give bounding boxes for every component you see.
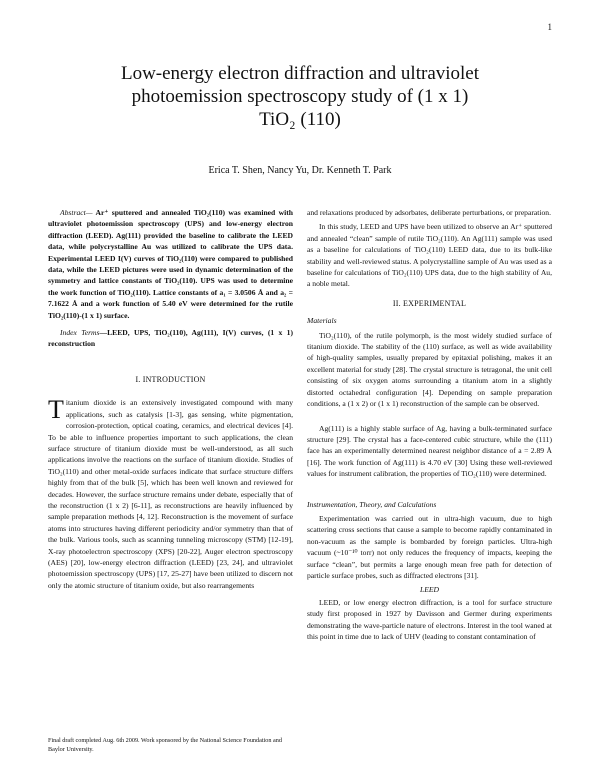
tio2-paragraph: TiO₂(110), of the rutile polymorph, is the most widely studied surface of titanium dioxide. The stability of the (110) surface, as well as wide availability of high-quality samples, usually prepared by epitaxial polishing, makes it an excellent material for study [28]. The crystal structure is tetragonal, the unit cell consisting of six oxygen atoms surrounding a titanium atom in a slightly distorted octahedral configuration [4]. Depending on sample preparation conditions, a (1 x 2) or (1 x 1) reconstruction of the sample can be observed. <box>307 330 552 409</box>
experimental-heading: II. EXPERIMENTAL <box>392 298 467 308</box>
abstract-label: Abstract— <box>60 208 93 217</box>
page-number: 1 <box>547 22 552 32</box>
study-paragraph: In this study, LEED and UPS have been utilized to observe an Ar⁺ sputtered and annealed “clean” sample of rutile TiO₂(110). An Ag(111) sample was used as a baseline for calculations of TiO₂(110) LEED data, due to its bulk-like stability and well-reviewed status. A polycrystalline sample of Au was used as a baseline for calculations of TiO₂(110) UPS data, due to the high stability of Au, a noble metal. <box>307 222 552 289</box>
materials-heading: Materials <box>307 316 337 326</box>
ag-paragraph: Ag(111) is a highly stable surface of Ag, having a bulk-terminated surface structure [29]. The crystal has a face-centered cubic structure, while the (111) face has an experimentally determined nearest neighbor distance of a = 2.89 Å [16]. The work function of Ag(111) is 4.70 eV [30] Using these well-reviewed values for instrument calibration, the properties of TiO₂(110) were determined. <box>307 423 552 479</box>
right-column <box>307 207 552 645</box>
instrumentation-paragraph: Experimentation was carried out in ultra-high vacuum, due to high scattering cross sections that cause a sample to become rapidly contaminated in non-vacuum as the sample is bombarded by foreign particles. Ultra-high vacuum (~10⁻¹⁰ torr) not only reduces the frequency of impacts, keeping the surface “clean”, but permits a large enough mean free path for detection of particle surface probes, such as diffracted electrons [31]. <box>307 513 552 580</box>
title-line-3: TiO₂ (110) <box>259 109 341 130</box>
index-terms-label: Index Terms <box>60 328 100 338</box>
title-line-1: Low-energy electron diffraction and ultraviolet <box>120 63 480 84</box>
intro-heading: I. INTRODUCTION <box>135 374 206 384</box>
title-line-2: photoemission spectroscopy study of (1 x 1) <box>131 86 469 107</box>
paper-title <box>40 62 560 131</box>
intro-paragraph <box>48 397 293 591</box>
intro-text: itanium dioxide is an extensively investigated compound with many applications, such as catalysis [1-3], gas sensing, white pigmentation, corrosion-protection, optical coating, ceramics, and electrical devices [4]. To be able to influence properties important to such applications, the clean surface structure of titanium dioxide must be well-understood, as all such applications involve the reactions on the surface of titanium dioxide. Studies of TiO₂(110) and other metal-oxide surfaces indicate that surface structure differs highly from that of the bulk [5], which has been well known and reviewed for decades. However, the surface structure remains under debate, especially that of the reconstruction (1 x 2) [6-11], as reconstructions are heavily influenced by sample preparation methods [4, 12]. Reconstruction is the movement of surface atoms into structures having different periodicity and/or symmetry than that of the bulk. Various tools, such as scanning tunneling microscopy (STM) [12-19], X-ray photoelectron spectroscopy (XPS) [20-22], Auger electron spectroscopy (AES) [20], low-energy electron diffraction (LEED) [23, 24], and ultraviolet photoemission spectroscopy (UPS) [17, 25-27] have been utilized to discern not only the atomic structure of titanium oxide, but also rearrangements <box>48 398 293 590</box>
leed-paragraph: LEED, or low energy electron diffraction, is a tool for surface structure study first proposed in 1927 by Davisson and Germer during experiments demonstrating the wave-particle nature of electrons. Interest in the tool waned at this point in time due to lack of UHV (leading to constant contamination of <box>307 597 552 641</box>
index-terms <box>48 327 293 350</box>
abstract-text: Ar⁺ sputtered and annealed TiO₂(110) was examined with ultraviolet photoemission spectroscopy (UPS) and low-energy electron diffraction (LEED). Ag(111) provided the baseline to calibrate the LEED data, while polycrystalline Au was utilized to calibrate the UPS data. Experimental LEED I(V) curves of TiO₂(110) were compared to published data, while the LEED pictures were used in dynamic determination of the symmetry and lattice constants of TiO₂(110). UPS was used to determine the work function of TiO₂(110). Lattice constants of a₁ = 3.0506 Å and a₂ = 7.1622 Å and a work function of 5.40 eV were determined for the rutile TiO₂(110)-(1 x 1) surface. <box>48 208 294 320</box>
leed-heading: LEED <box>420 585 439 595</box>
footnote: Final draft completed Aug. 6th 2009. Work sponsored by the National Science Foundation and Baylor University. <box>48 737 282 753</box>
instrumentation-heading: Instrumentation, Theory, and Calculations <box>307 499 437 509</box>
intro-continued: and relaxations produced by adsorbates, deliberate perturbations, or preparation. <box>307 208 551 217</box>
abstract <box>48 207 293 321</box>
index-terms-text: —LEED, UPS, TiO₂(110), Ag(111), I(V) curves, (1 x 1) reconstruction <box>48 328 293 349</box>
left-column <box>48 207 293 594</box>
authors: Erica T. Shen, Nancy Yu, Dr. Kenneth T. Park <box>208 165 392 176</box>
drop-cap: T <box>48 395 64 425</box>
